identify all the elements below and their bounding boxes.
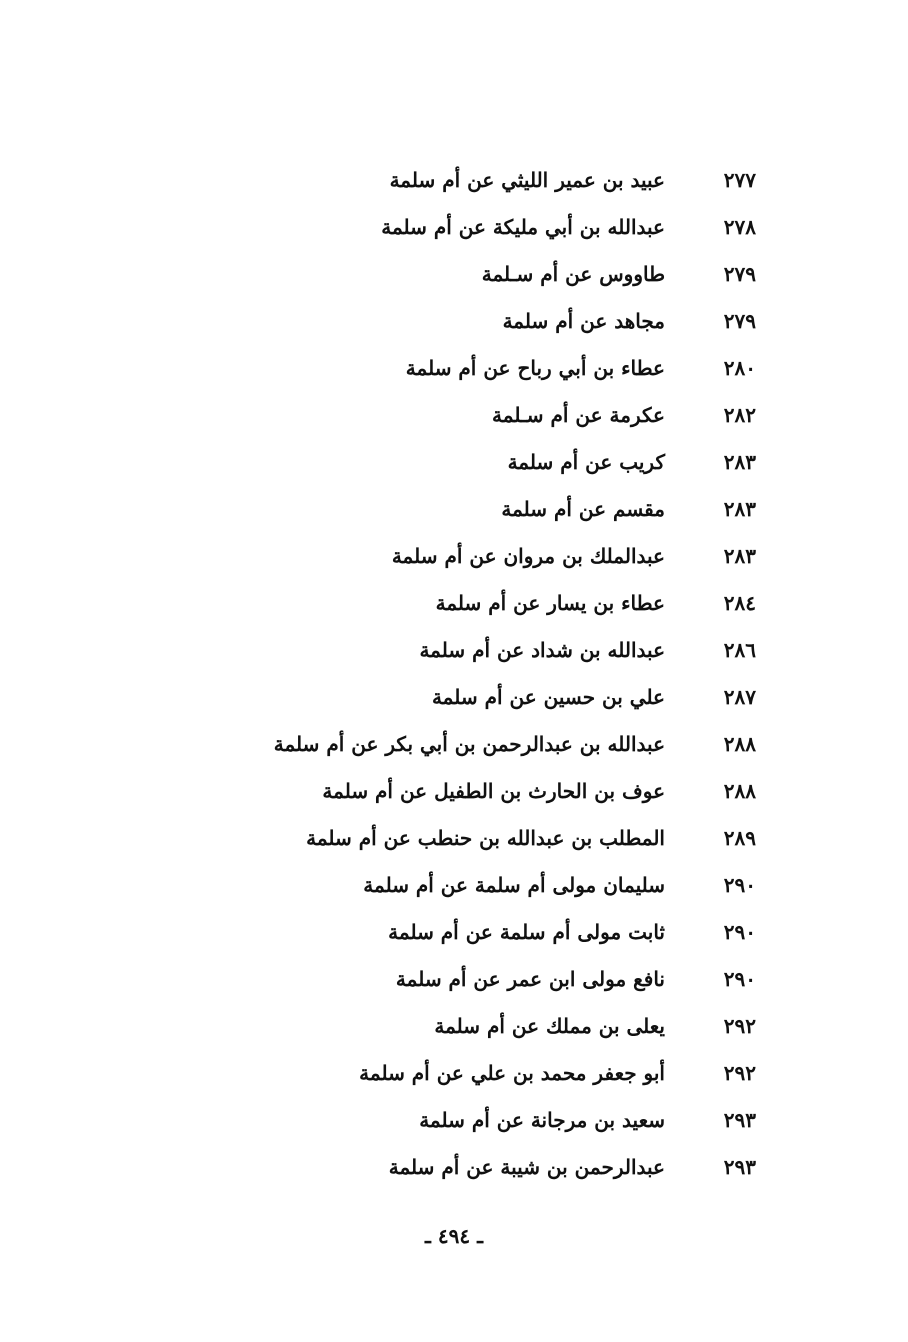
list-item <box>0 1100 908 1147</box>
entry-title: علي بن حسين عن أم سلمة <box>431 685 665 709</box>
list-item <box>0 724 908 771</box>
list-item <box>0 254 908 301</box>
entry-title: سعيد بن مرجانة عن أم سلمة <box>419 1108 665 1132</box>
entry-title: عبدالله بن عبدالرحمن بن أبي بكر عن أم سلمة <box>273 732 665 756</box>
entry-page-number: ٢٧٩ <box>723 262 756 286</box>
list-item <box>0 959 908 1006</box>
entry-title: عبدالله بن شداد عن أم سلمة <box>419 638 665 662</box>
entry-page-number: ٢٨٠ <box>723 356 756 380</box>
list-item <box>0 442 908 489</box>
entry-page-number: ٢٨٣ <box>723 497 756 521</box>
entry-title: أبو جعفر محمد بن علي عن أم سلمة <box>359 1061 665 1085</box>
entry-page-number: ٢٨٨ <box>723 732 756 756</box>
entry-page-number: ٢٩٢ <box>723 1014 756 1038</box>
entry-title: عكرمة عن أم سـلمة <box>492 403 665 427</box>
entry-title: عبدالله بن أبي مليكة عن أم سلمة <box>381 215 665 239</box>
list-item <box>0 1006 908 1053</box>
entry-title: عطاء بن أبي رباح عن أم سلمة <box>405 356 665 380</box>
list-item <box>0 301 908 348</box>
entry-page-number: ٢٨٧ <box>723 685 756 709</box>
list-item <box>0 912 908 959</box>
list-item <box>0 160 908 207</box>
list-item <box>0 348 908 395</box>
entry-page-number: ٢٩٠ <box>723 967 756 991</box>
entry-page-number: ٢٨٦ <box>723 638 756 662</box>
entry-title: مجاهد عن أم سلمة <box>502 309 665 333</box>
list-item <box>0 677 908 724</box>
entry-page-number: ٢٩٢ <box>723 1061 756 1085</box>
entry-page-number: ٢٩٠ <box>723 920 756 944</box>
list-item <box>0 818 908 865</box>
list-item <box>0 865 908 912</box>
entry-title: سليمان مولى أم سلمة عن أم سلمة <box>363 873 665 897</box>
entry-page-number: ٢٧٧ <box>723 168 756 192</box>
list-item <box>0 1053 908 1100</box>
entry-title: عبيد بن عمير الليثي عن أم سلمة <box>389 168 665 192</box>
entry-title: يعلى بن مملك عن أم سلمة <box>434 1014 665 1038</box>
entry-title: ثابت مولى أم سلمة عن أم سلمة <box>388 920 665 944</box>
entry-title: كريب عن أم سلمة <box>507 450 665 474</box>
entry-title: طاووس عن أم سـلمة <box>481 262 665 286</box>
index-list <box>0 160 908 1194</box>
entry-title: عوف بن الحارث بن الطفيل عن أم سلمة <box>322 779 665 803</box>
entry-title: نافع مولى ابن عمر عن أم سلمة <box>395 967 665 991</box>
entry-title: مقسم عن أم سلمة <box>501 497 665 521</box>
list-item <box>0 771 908 818</box>
entry-page-number: ٢٧٨ <box>723 215 756 239</box>
list-item <box>0 630 908 677</box>
entry-title: المطلب بن عبدالله بن حنطب عن أم سلمة <box>306 826 665 850</box>
entry-page-number: ٢٩٠ <box>723 873 756 897</box>
list-item <box>0 395 908 442</box>
page-number: ـ ٤٩٤ ـ <box>425 1224 483 1248</box>
entry-page-number: ٢٨٩ <box>723 826 756 850</box>
entry-title: عطاء بن يسار عن أم سلمة <box>435 591 665 615</box>
entry-page-number: ٢٩٣ <box>723 1108 756 1132</box>
entry-title: عبدالملك بن مروان عن أم سلمة <box>391 544 665 568</box>
list-item <box>0 207 908 254</box>
list-item <box>0 583 908 630</box>
list-item <box>0 536 908 583</box>
entry-page-number: ٢٨٨ <box>723 779 756 803</box>
list-item <box>0 489 908 536</box>
entry-page-number: ٢٩٣ <box>723 1155 756 1179</box>
list-item <box>0 1147 908 1194</box>
entry-title: عبدالرحمن بن شيبة عن أم سلمة <box>388 1155 665 1179</box>
entry-page-number: ٢٨٤ <box>723 591 756 615</box>
entry-page-number: ٢٨٣ <box>723 450 756 474</box>
entry-page-number: ٢٧٩ <box>723 309 756 333</box>
entry-page-number: ٢٨٣ <box>723 544 756 568</box>
entry-page-number: ٢٨٢ <box>723 403 756 427</box>
